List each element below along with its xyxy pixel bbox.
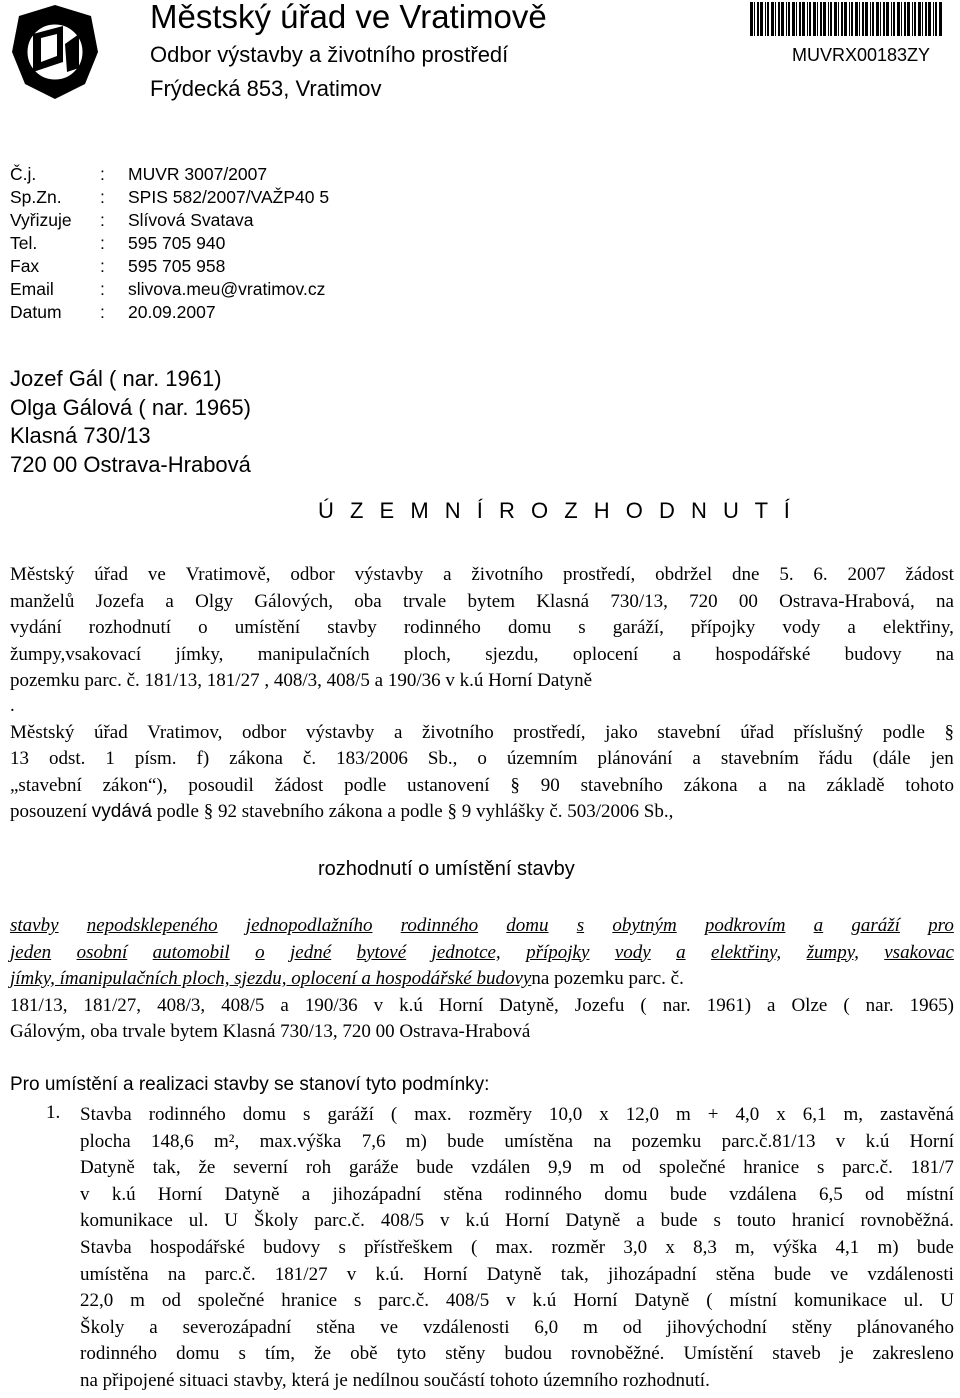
document-code: MUVRX00183ZY [792, 45, 931, 65]
barcode-icon [750, 2, 942, 36]
ref-row: Vyřizuje : Slívová Svatava [10, 210, 254, 230]
header-title: Městský úřad ve Vratimově [150, 0, 547, 35]
decision-title: Ú Z E M N Í R O Z H O D N U T Í [318, 498, 795, 523]
text-line: vydání rozhodnutí o umístění stavby rodinného domu s garáží, přípojky vody a elektřiny, [10, 617, 954, 639]
paragraph-decision [10, 913, 954, 1046]
text-line: rodinného domu s tím, že obě tyto stěny budou rovnoběžné. Umístění staveb je zakresleno [80, 1343, 954, 1365]
ref-label: Vyřizuje [10, 210, 72, 230]
ref-row: Č.j. : MUVR 3007/2007 [10, 164, 268, 184]
paragraph-application [10, 562, 954, 695]
text-line: v k.ú Horní Datyně a jihozápadní stěna rodinného domu bude vzdálena 6,5 od místní [80, 1183, 954, 1205]
list-number: 1. [46, 1102, 61, 1123]
text-line: plocha 148,6 m², max.výška 7,6 m) bude umístěna na pozemku parc.č.81/13 v k.ú Horní [80, 1130, 954, 1152]
text-line: manželů Jozefa a Olgy Gálových, oba trvale bytem Klasná 730/13, 720 00 Ostrava-Hrabová, na [10, 590, 954, 612]
paragraph-authority [10, 693, 954, 826]
text-line: pozemku parc. č. 181/13, 181/27 , 408/3, 408/5 a 190/36 v k.ú Horní Datyně [10, 670, 593, 692]
text-line: Městský úřad Vratimov, odbor výstavby a životního prostředí, jako stavební úřad příslušný podle § [10, 721, 954, 743]
ref-row: Sp.Zn. : SPIS 582/2007/VAŽP40 5 [10, 187, 330, 207]
bold-word: vydává [91, 801, 152, 823]
ref-value: SPIS 582/2007/VAŽP40 5 [128, 187, 330, 207]
section-title: rozhodnutí o umístění stavby [318, 858, 575, 880]
recipient-address [10, 365, 251, 479]
text-line: Datyně tak, že severní roh garáže bude vzdálen 9,9 m od společné hranice s parc.č. 181/7 [80, 1157, 954, 1179]
ref-label: Fax [10, 256, 40, 276]
ref-label: Email [10, 279, 54, 299]
text-line: na připojené situaci stavby, která je nedílnou součástí tohoto územního rozhodnutí. [80, 1369, 710, 1391]
ref-label: Č.j. [10, 164, 37, 184]
recipient-line: Olga Gálová ( nar. 1965) [10, 394, 251, 420]
text-line: . [10, 695, 15, 716]
text-line: Gálovým, oba trvale bytem Klasná 730/13, 720 00 Ostrava-Hrabová [10, 1021, 531, 1043]
city-emblem-icon [5, 2, 105, 102]
text-line: žumpy,vsakovací jímky, manipulačních ploch, sjezdu, oplocení a hospodářské budovy na [10, 643, 954, 665]
text-line: Stavba hospodářské budovy s přístřeškem ( max. rozměr 3,0 x 8,3 m, výška 4,1 m) bude [80, 1236, 954, 1258]
text-line: Školy a severozápadní stěna ve vzdálenosti 6,0 m od jihovýchodní stěny plánovaného [80, 1316, 954, 1338]
text-line: umístěna na parc.č. 181/27 v k.ú. Horní Datyně tak, jihozápadní stěna bude ve vzdálenosti [80, 1263, 954, 1285]
text-line: jeden osobní automobil o jedné bytové jednotce, přípojky vody a elektřiny, žumpy, vsakovac [10, 941, 954, 963]
text-line: Městský úřad ve Vratimově, odbor výstavby a životního prostředí, obdržel dne 5. 6. 2007 žádost [10, 564, 954, 585]
text-line: jímky, ímanipulačních ploch, sjezdu, oplocení a hospodářské budovyna pozemku parc. č. [10, 968, 684, 990]
ref-value: Slívová Svatava [128, 210, 254, 230]
text-line: 22,0 m od společné hranice s parc.č. 408/5 v k.ú Horní Datyně ( místní komunikace ul. U [80, 1290, 954, 1312]
text-line: Stavba rodinného domu s garáží ( max. rozměry 10,0 x 12,0 m + 4,0 x 6,1 m, zastavěná [80, 1104, 954, 1125]
recipient-line: Klasná 730/13 [10, 423, 151, 448]
ref-row: Tel. : 595 705 940 [10, 233, 226, 253]
header-address: Frýdecká 853, Vratimov [150, 76, 382, 101]
ref-value: MUVR 3007/2007 [128, 164, 268, 184]
ref-value: 20.09.2007 [128, 302, 216, 322]
ref-label: Sp.Zn. [10, 187, 62, 207]
text-line: 13 odst. 1 písm. f) zákona č. 183/2006 Sb., o územním plánování a stavebním řádu (dále jen [10, 748, 954, 770]
recipient-line: 720 00 Ostrava-Hrabová [10, 451, 251, 477]
ref-label: Tel. [10, 233, 38, 253]
ref-row: Email : slivova.meu@vratimov.cz [10, 279, 326, 299]
text-line: komunikace ul. U Školy parc.č. 408/5 v k.ú Horní Datyně a bude s touto hranicí rovnoběžná. [80, 1210, 954, 1232]
text-line: stavby nepodsklepeného jednopodlažního rodinného domu s obytným podkrovím a garáží pro [10, 915, 954, 936]
ref-value: 595 705 958 [128, 256, 226, 276]
ref-row: Datum : 20.09.2007 [10, 302, 216, 322]
ref-label: Datum [10, 302, 62, 322]
ref-value: 595 705 940 [128, 233, 226, 253]
reference-block [10, 163, 329, 324]
text-line: posouzení vydává podle § 92 stavebního zákona a podle § 9 vyhlášky č. 503/2006 Sb., [10, 801, 674, 823]
text-line: 181/13, 181/27, 408/3, 408/5 a 190/36 v k.ú Horní Datyně, Jozefu ( nar. 1961) a Olze ( nar. 1965) [10, 994, 954, 1016]
ref-row: Fax : 595 705 958 [10, 256, 226, 276]
condition-item [80, 1102, 954, 1395]
conditions-title: Pro umístění a realizaci stavby se stanoví tyto podmínky: [10, 1074, 490, 1095]
recipient-line: Jozef Gál ( nar. 1961) [10, 366, 222, 391]
header-department: Odbor výstavby a životního prostředí [150, 42, 509, 67]
text-line: „stavební zákon“), posoudil žádost podle ustanovení § 90 stavebního zákona a na základě tohoto [10, 774, 954, 796]
ref-value-email[interactable]: slivova.meu@vratimov.cz [128, 279, 326, 299]
